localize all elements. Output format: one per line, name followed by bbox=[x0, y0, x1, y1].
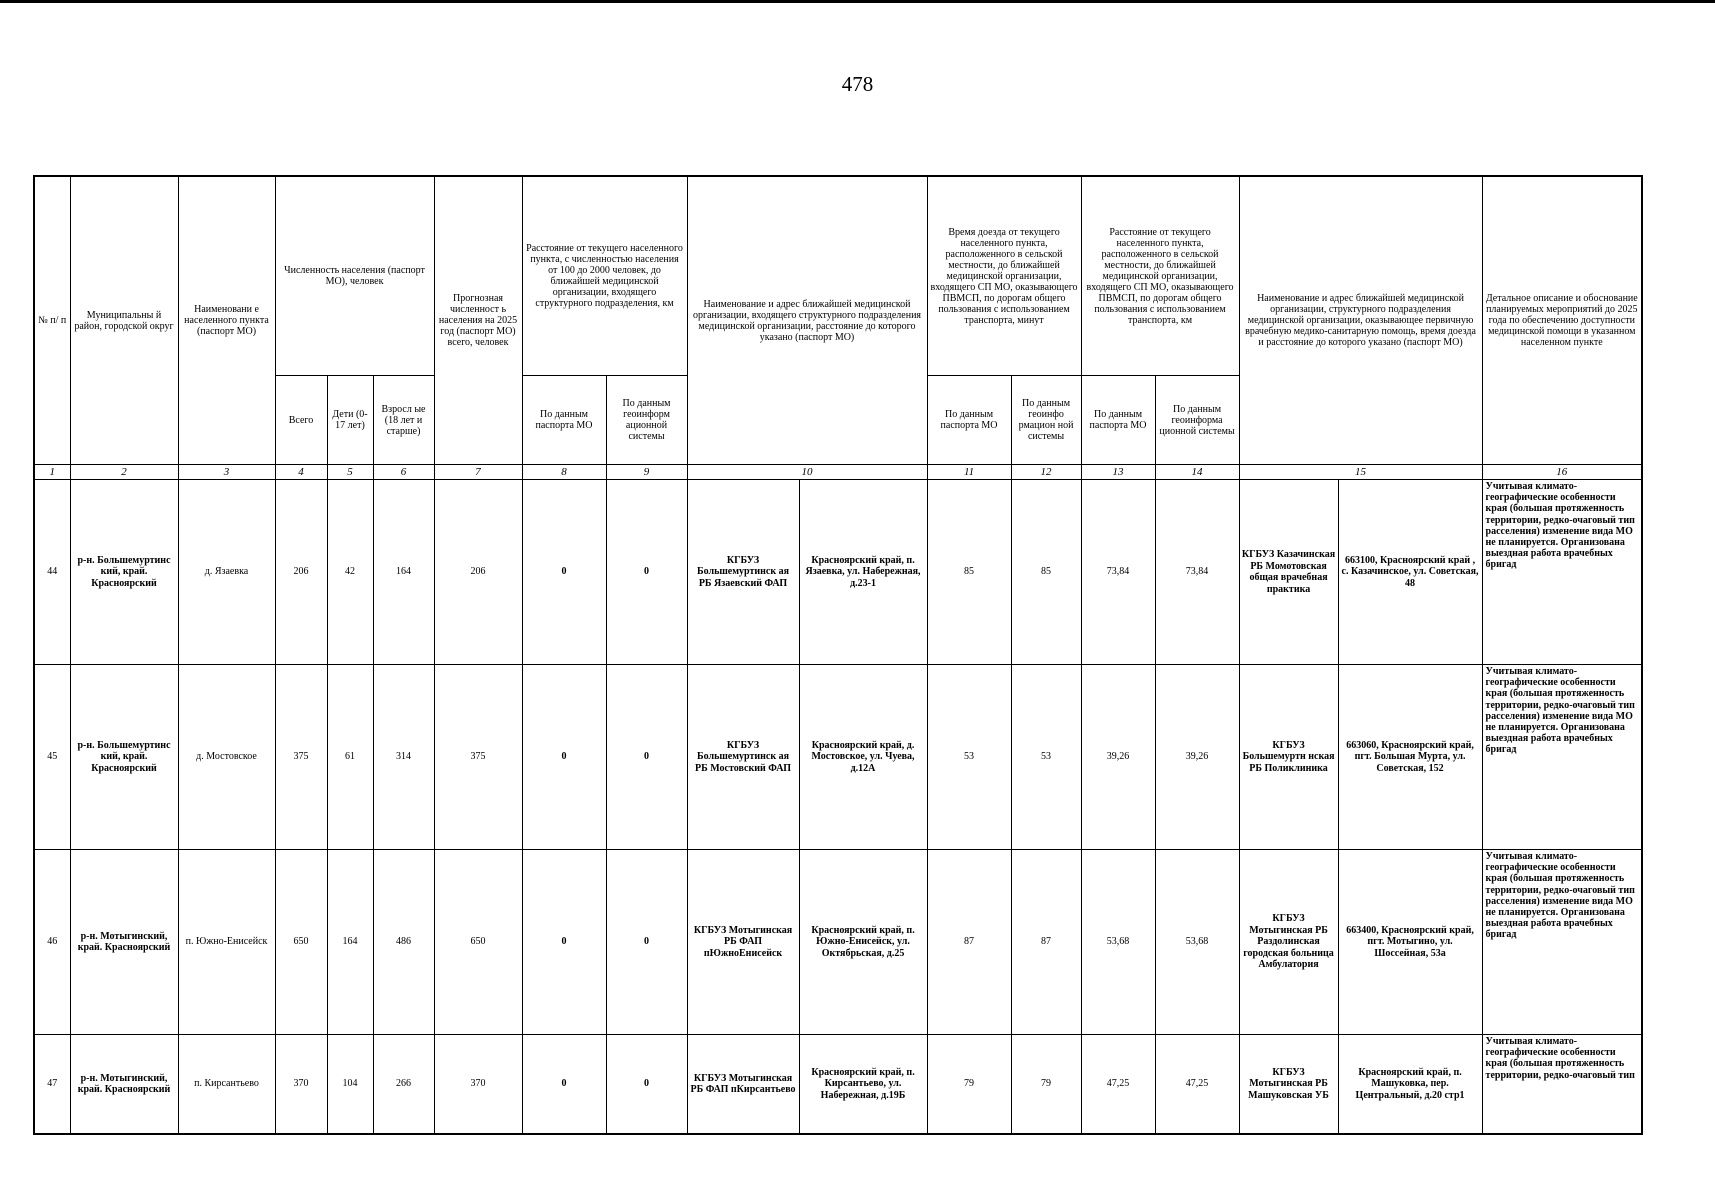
children-cell: 42 bbox=[327, 480, 373, 665]
pvmsp-name-cell: КГБУЗ Мотыгинская РБ Машуковская УБ bbox=[1239, 1035, 1338, 1135]
dist-gis-cell: 0 bbox=[606, 1035, 687, 1135]
header-time-passport: По данным паспорта МО bbox=[927, 376, 1011, 465]
district-cell: р-н. Большемуртинс кий, край. Красноярский bbox=[70, 480, 178, 665]
org-name-cell: КГБУЗ Мотыгинская РБ ФАП пКирсантьево bbox=[687, 1035, 799, 1135]
header-distance-100-2000: Расстояние от текущего населенного пункта, с численностью населения от 100 до 2000 человек, до ближайшей медицинской организации, входящего структурного подразделения, км bbox=[522, 176, 687, 376]
time-gis-cell: 87 bbox=[1011, 850, 1081, 1035]
settlement-cell: д. Мостовское bbox=[178, 665, 275, 850]
pvmsp-name-cell: КГБУЗ Большемуртн нская РБ Поликлиника bbox=[1239, 665, 1338, 850]
org-name-cell: КГБУЗ Большемуртинск ая РБ Мостовский ФАП bbox=[687, 665, 799, 850]
district-cell: р-н. Мотыгинский, край. Красноярский bbox=[70, 1035, 178, 1135]
km-passport-cell: 39,26 bbox=[1081, 665, 1155, 850]
column-number: 13 bbox=[1081, 465, 1155, 480]
settlement-cell: п. Кирсантьево bbox=[178, 1035, 275, 1135]
header-travel-time: Время доезда от текущего населенного пункта, расположенного в сельской местности, до ближайшей медицинской организации, входящего СП МО, оказывающего ПВМСП, по дорогам общего пользования с использованием транспорта, минут bbox=[927, 176, 1081, 376]
adults-cell: 164 bbox=[373, 480, 434, 665]
km-passport-cell: 53,68 bbox=[1081, 850, 1155, 1035]
header-population: Численность населения (паспорт МО), человек bbox=[275, 176, 434, 376]
header-dist-passport: По данным паспорта МО bbox=[522, 376, 606, 465]
column-number: 7 bbox=[434, 465, 522, 480]
data-table bbox=[33, 175, 1643, 1135]
time-passport-cell: 79 bbox=[927, 1035, 1011, 1135]
column-number: 3 bbox=[178, 465, 275, 480]
header-distance-km: Расстояние от текущего населенного пункта, расположенного в сельской местности, до ближайшей медицинской организации, входящего СП МО, оказывающего ПВМСП, по дорогам общего пользования с использованием транспорта, км bbox=[1081, 176, 1239, 376]
page-number: 478 bbox=[841, 72, 874, 96]
children-cell: 61 bbox=[327, 665, 373, 850]
km-gis-cell: 73,84 bbox=[1155, 480, 1239, 665]
column-number-row bbox=[34, 465, 1642, 480]
dist-passport-cell: 0 bbox=[522, 480, 606, 665]
dist-passport-cell: 0 bbox=[522, 850, 606, 1035]
district-cell: р-н. Мотыгинский, край. Красноярский bbox=[70, 850, 178, 1035]
description-cell: Учитывая климато-географические особенности края (большая протяженность территории, редко-очаговый тип расселения) изменение вида МО не планируется. Организована выездная работа врачебных бригад bbox=[1482, 480, 1642, 665]
forecast-cell: 650 bbox=[434, 850, 522, 1035]
header-children: Дети (0-17 лет) bbox=[327, 376, 373, 465]
column-number: 12 bbox=[1011, 465, 1081, 480]
org-address-cell: Красноярский край, д. Мостовское, ул. Чуева, д.12А bbox=[799, 665, 927, 850]
column-number: 14 bbox=[1155, 465, 1239, 480]
table-row bbox=[34, 665, 1642, 850]
time-passport-cell: 87 bbox=[927, 850, 1011, 1035]
total-cell: 206 bbox=[275, 480, 327, 665]
header-total: Всего bbox=[275, 376, 327, 465]
dist-gis-cell: 0 bbox=[606, 665, 687, 850]
time-gis-cell: 79 bbox=[1011, 1035, 1081, 1135]
total-cell: 370 bbox=[275, 1035, 327, 1135]
adults-cell: 314 bbox=[373, 665, 434, 850]
org-address-cell: Красноярский край, п. Южно-Енисейск, ул. Октябрьская, д.25 bbox=[799, 850, 927, 1035]
org-name-cell: КГБУЗ Мотыгинская РБ ФАП пЮжноЕнисейск bbox=[687, 850, 799, 1035]
district-cell: р-н. Большемуртинс кий, край. Красноярский bbox=[70, 665, 178, 850]
pvmsp-address-cell: 663100, Красноярский край , с. Казачинское, ул. Советская, 48 bbox=[1338, 480, 1482, 665]
column-number: 15 bbox=[1239, 465, 1482, 480]
total-cell: 375 bbox=[275, 665, 327, 850]
table-row bbox=[34, 480, 1642, 665]
dist-passport-cell: 0 bbox=[522, 1035, 606, 1135]
column-number: 10 bbox=[687, 465, 927, 480]
children-cell: 104 bbox=[327, 1035, 373, 1135]
header-settlement: Наименовани е населенного пункта (паспорт МО) bbox=[178, 176, 275, 465]
table-row bbox=[34, 850, 1642, 1035]
row-number: 45 bbox=[34, 665, 70, 850]
adults-cell: 486 bbox=[373, 850, 434, 1035]
km-gis-cell: 39,26 bbox=[1155, 665, 1239, 850]
header-description: Детальное описание и обоснование планируемых мероприятий до 2025 года по обеспечению доступности медицинской помощи в указанном населенном пункте bbox=[1482, 176, 1642, 465]
header-adults: Взросл ые (18 лет и старше) bbox=[373, 376, 434, 465]
time-gis-cell: 85 bbox=[1011, 480, 1081, 665]
row-number: 46 bbox=[34, 850, 70, 1035]
pvmsp-address-cell: 663060, Красноярский край, пгт. Большая Мурта, ул. Советская, 152 bbox=[1338, 665, 1482, 850]
column-number: 8 bbox=[522, 465, 606, 480]
org-address-cell: Красноярский край, п. Язаевка, ул. Набережная, д.23-1 bbox=[799, 480, 927, 665]
header-number: № п/ п bbox=[34, 176, 70, 465]
column-number: 11 bbox=[927, 465, 1011, 480]
dist-gis-cell: 0 bbox=[606, 480, 687, 665]
time-gis-cell: 53 bbox=[1011, 665, 1081, 850]
time-passport-cell: 53 bbox=[927, 665, 1011, 850]
dist-passport-cell: 0 bbox=[522, 665, 606, 850]
forecast-cell: 206 bbox=[434, 480, 522, 665]
column-number: 4 bbox=[275, 465, 327, 480]
forecast-cell: 375 bbox=[434, 665, 522, 850]
org-address-cell: Красноярский край, п. Кирсантьево, ул. Набережная, д.19Б bbox=[799, 1035, 927, 1135]
pvmsp-address-cell: Красноярский край, п. Машуковка, пер. Центральный, д.20 стр1 bbox=[1338, 1035, 1482, 1135]
time-passport-cell: 85 bbox=[927, 480, 1011, 665]
description-cell: Учитывая климато-географические особенности края (большая протяженность территории, редко-очаговый тип bbox=[1482, 1035, 1642, 1135]
header-dist-gis: По данным геоинформ ационной системы bbox=[606, 376, 687, 465]
column-number: 6 bbox=[373, 465, 434, 480]
column-number: 5 bbox=[327, 465, 373, 480]
km-passport-cell: 73,84 bbox=[1081, 480, 1155, 665]
org-name-cell: КГБУЗ Большемуртинск ая РБ Язаевский ФАП bbox=[687, 480, 799, 665]
km-gis-cell: 47,25 bbox=[1155, 1035, 1239, 1135]
adults-cell: 266 bbox=[373, 1035, 434, 1135]
km-passport-cell: 47,25 bbox=[1081, 1035, 1155, 1135]
dist-gis-cell: 0 bbox=[606, 850, 687, 1035]
forecast-cell: 370 bbox=[434, 1035, 522, 1135]
column-number: 2 bbox=[70, 465, 178, 480]
top-border bbox=[0, 0, 1715, 3]
header-pvmsp-org: Наименование и адрес ближайшей медицинской организации, структурного подразделения медицинской организации, оказывающее первичную врачебную медико-санитарную помощь, время доезда и расстояние до которого указано (паспорт МО) bbox=[1239, 176, 1482, 465]
pvmsp-address-cell: 663400, Красноярский край, пгт. Мотыгино, ул. Шоссейная, 53а bbox=[1338, 850, 1482, 1035]
children-cell: 164 bbox=[327, 850, 373, 1035]
column-number: 16 bbox=[1482, 465, 1642, 480]
pvmsp-name-cell: КГБУЗ Казачинская РБ Момотовская общая врачебная практика bbox=[1239, 480, 1338, 665]
pvmsp-name-cell: КГБУЗ Мотыгинская РБ Раздолинская городская больница Амбулатория bbox=[1239, 850, 1338, 1035]
description-cell: Учитывая климато-географические особенности края (большая протяженность территории, редко-очаговый тип расселения) изменение вида МО не планируется. Организована выездная работа врачебных бригад bbox=[1482, 850, 1642, 1035]
header-nearest-org: Наименование и адрес ближайшей медицинской организации, входящего структурного подразделения медицинской организации, расстояние до которого указано (паспорт МО) bbox=[687, 176, 927, 465]
km-gis-cell: 53,68 bbox=[1155, 850, 1239, 1035]
settlement-cell: д. Язаевка bbox=[178, 480, 275, 665]
column-number: 1 bbox=[34, 465, 70, 480]
row-number: 47 bbox=[34, 1035, 70, 1135]
header-km-passport: По данным паспорта МО bbox=[1081, 376, 1155, 465]
table-row bbox=[34, 1035, 1642, 1135]
total-cell: 650 bbox=[275, 850, 327, 1035]
description-cell: Учитывая климато-географические особенности края (большая протяженность территории, редко-очаговый тип расселения) изменение вида МО не планируется. Организована выездная работа врачебных бригад bbox=[1482, 665, 1642, 850]
settlement-cell: п. Южно-Енисейск bbox=[178, 850, 275, 1035]
header-km-gis: По данным геоинформа ционной системы bbox=[1155, 376, 1239, 465]
column-number: 9 bbox=[606, 465, 687, 480]
header-district: Муниципальны й район, городской округ bbox=[70, 176, 178, 465]
header-forecast: Прогнозная численност ь населения на 2025 год (паспорт МО) всего, человек bbox=[434, 176, 522, 465]
header-time-gis: По данным геоинфо рмацион ной системы bbox=[1011, 376, 1081, 465]
row-number: 44 bbox=[34, 480, 70, 665]
